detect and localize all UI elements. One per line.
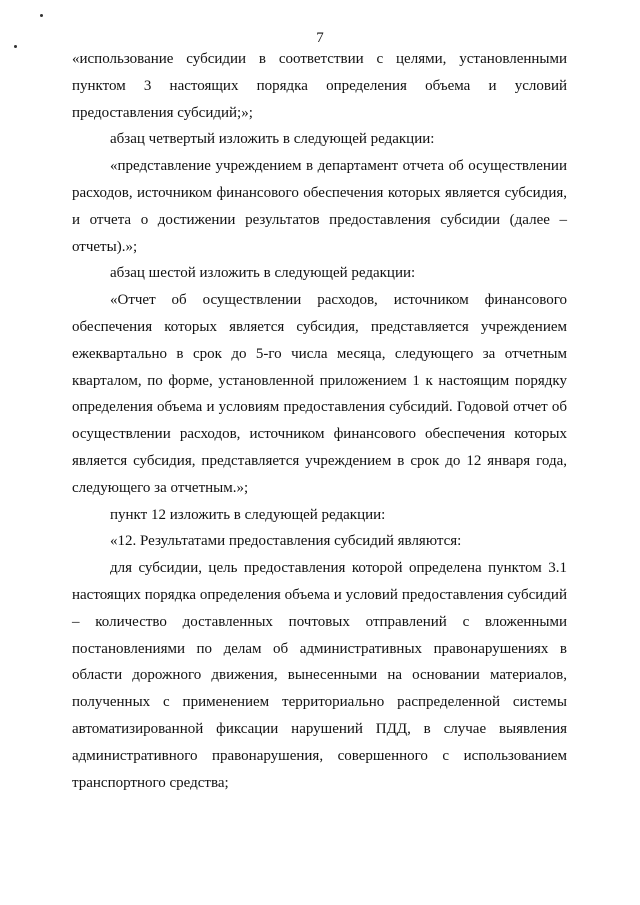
paragraph-sixth-clause: абзац шестой изложить в следующей редакции: (110, 265, 416, 282)
document-body (72, 46, 567, 796)
paragraph-quote-reports: «представление учреждением в департамент отчета об осуществлении расходов, источником финансового обеспечения которых является субсидия, и отчета о достижении результатов предоставления субсидии (далее – отчеты).»; (72, 158, 567, 255)
paragraph-point-12: пункт 12 изложить в следующей редакции: (110, 506, 386, 523)
paragraph-quote-subsidy-use: «использование субсидии в соответствии с целями, установленными пунктом 3 настоящих порядка определения объема и условий предоставления субсидий;»; (72, 51, 567, 121)
page-number: 7 (316, 30, 324, 46)
paragraph-quote-report-terms: «Отчет об осуществлении расходов, источником финансового обеспечения которых является субсидия, представляется учреждением ежеквартально в срок до 5-го числа месяца, следующего за отчетным кварталом, по форме, установленной приложением 1 к настоящим порядку определения объема и условиям предоставления субсидий. Годовой отчет об осуществлении расходов, источником финансового обеспечения которых является субсидия, представляется учреждением в срок до 12 января года, следующего за отчетным.»; (72, 292, 567, 496)
paragraph-results-definition: для субсидии, цель предоставления которой определена пунктом 3.1 настоящих порядка определения объема и условий предоставления субсидий – количество доставленных почтовых отправлений с вложенными постановлениями по делам об административных правонарушениях в области дорожного движения, вынесенными на основании материалов, полученных с применением территориально распределенной системы автоматизированной фиксации нарушений ПДД, в случае выявления административного правонарушения, совершенного с использованием транспортного средства; (72, 560, 567, 791)
paragraph-results-heading: «12. Результатами предоставления субсидий являются: (110, 533, 462, 550)
scan-speck (40, 14, 43, 17)
paragraph-fourth-clause: абзац четвертый изложить в следующей редакции: (110, 131, 435, 148)
